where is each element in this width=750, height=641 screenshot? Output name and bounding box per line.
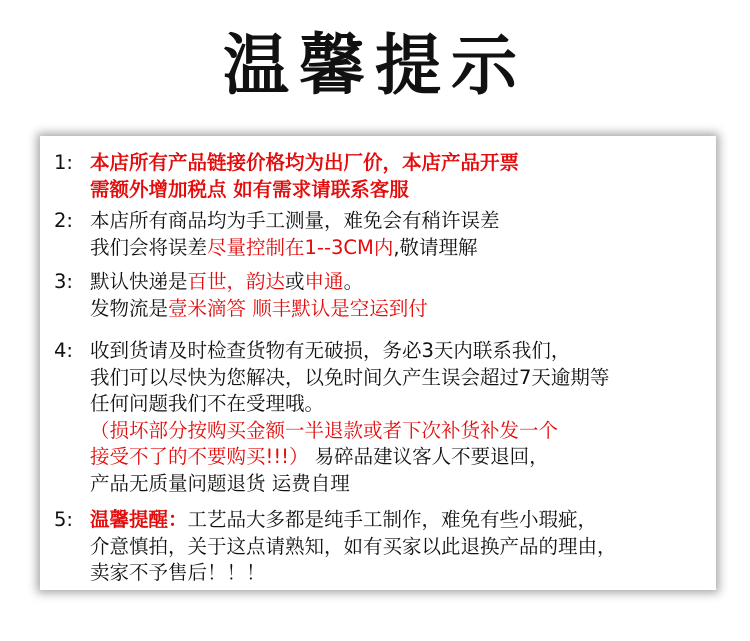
notice-line	[54, 471, 710, 498]
notice-item-3	[54, 269, 710, 322]
notice-item-4	[54, 338, 710, 497]
highlight-text: 接受不了的不要购买!!!）	[90, 445, 309, 468]
notice-line	[54, 150, 710, 177]
notice-line	[54, 338, 710, 365]
notice-text: 我们会将误差	[90, 235, 208, 259]
item-number: 4:	[54, 339, 73, 362]
item-number: 2:	[54, 209, 73, 232]
notice-text: 任何问题我们不在受理哦。	[90, 392, 325, 415]
notice-item-2	[54, 208, 710, 261]
item-number: 1:	[54, 151, 73, 174]
notice-item-1	[54, 150, 710, 203]
notice-text: 本店所有商品均为手工测量，难免会有稍许误差	[90, 209, 500, 232]
notice-line	[54, 391, 710, 418]
highlight-text: 尽量控制在1--3CM内	[207, 235, 394, 259]
notice-text: 或	[285, 270, 305, 293]
notice-line	[54, 534, 710, 561]
notice-text: 介意慎拍，关于这点请熟知，如有买家以此退换产品的理由，	[90, 534, 617, 558]
notice-text: 发物流是	[90, 296, 169, 320]
notice-line	[54, 269, 710, 296]
notice-line	[54, 560, 710, 587]
notice-line	[54, 418, 710, 445]
notice-text: 产品无质量问题退货 运费自理	[90, 471, 350, 495]
notice-line	[54, 296, 710, 323]
notice-text: 卖家不予售后！！！	[90, 561, 266, 584]
notice-text: 易碎品建议客人不要退回，	[308, 445, 549, 468]
notice-text: 我们可以尽快为您解决，以免时间久产生误会超过7天逾期等	[90, 365, 610, 389]
highlight-text: 壹米滴答 顺丰默认是空运到付	[168, 296, 428, 320]
highlight-text: 申通	[304, 270, 344, 293]
highlight-text: 百世，韵达	[187, 270, 286, 293]
notice-card	[40, 136, 716, 590]
highlight-text: （损坏部分按购买金额一半退款或者下次补货补发一个	[90, 418, 559, 442]
notice-line	[54, 235, 710, 262]
notice-line	[54, 444, 710, 471]
item-number: 3:	[54, 270, 73, 293]
highlight-text: 需额外增加税点 如有需求请联系客服	[90, 177, 409, 201]
notice-text: ,敬请理解	[393, 235, 478, 259]
notice-line	[54, 208, 710, 235]
item-number: 5:	[54, 508, 73, 531]
page-title: 温馨提示	[223, 27, 527, 104]
notice-line	[54, 507, 710, 534]
notice-line	[54, 365, 710, 392]
notice-text: 工艺品大多都是纯手工制作，难免有些小瑕疵，	[187, 508, 598, 531]
notice-item-5	[54, 507, 710, 587]
notice-text: 收到货请及时检查货物有无破损，务必3天内联系我们，	[90, 339, 571, 362]
highlight-text: 温馨提醒：	[90, 508, 188, 531]
notice-text: 默认快递是	[90, 270, 188, 293]
highlight-text: 本店所有产品链接价格均为出厂价，本店产品开票	[90, 151, 520, 174]
notice-line	[54, 177, 710, 204]
notice-text: 。	[343, 270, 364, 293]
